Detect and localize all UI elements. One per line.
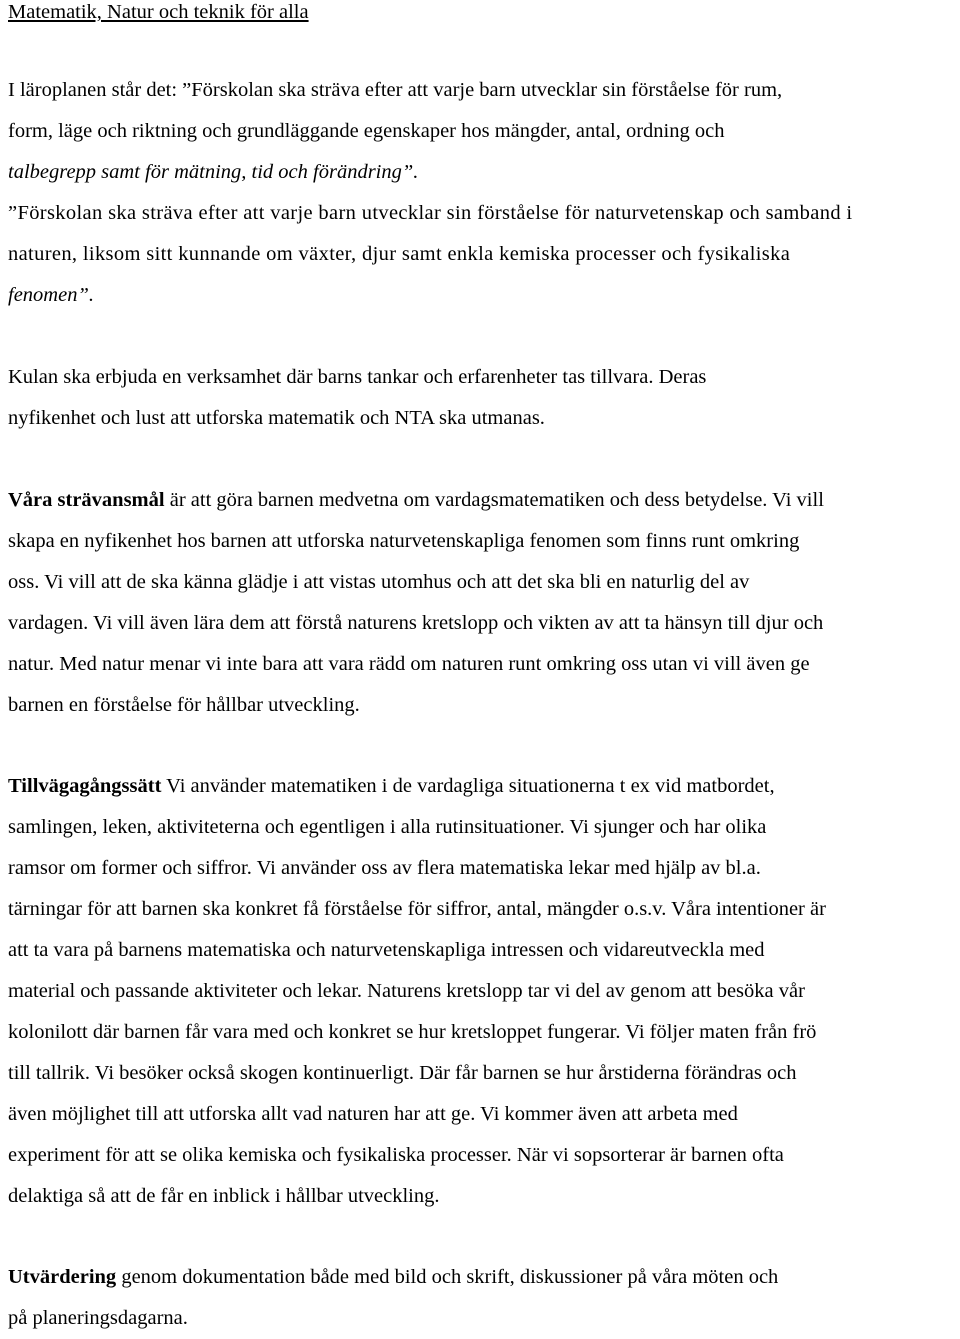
approach-heading: Tillvägagångssätt <box>8 775 162 797</box>
text-line: även möjlighet till att utforska allt vad naturen har att ge. Vi kommer även att arbeta med <box>8 1103 738 1125</box>
text-line: barnen en förståelse för hållbar utveckling. <box>8 694 360 716</box>
text-line: delaktiga så att de får en inblick i hållbar utveckling. <box>8 1185 440 1207</box>
text-line: natur. Med natur menar vi inte bara att vara rädd om naturen runt omkring oss utan vi vill även ge <box>8 653 810 675</box>
text-line: till tallrik. Vi besöker också skogen kontinuerligt. Där får barnen se hur årstiderna förändras och <box>8 1062 797 1084</box>
document-title: Matematik, Natur och teknik för alla <box>8 1 309 23</box>
quote-italic-text: talbegrepp samt för mätning, tid och förändring”. <box>8 161 419 183</box>
text-line: naturen, liksom sitt kunnande om växter, djur samt enkla kemiska processer och fysikaliska <box>8 243 791 265</box>
quote-italic-text: fenomen”. <box>8 284 94 306</box>
text-line: på planeringsdagarna. <box>8 1307 188 1329</box>
text-line: vardagen. Vi vill även lära dem att förstå naturens kretslopp och vikten av att ta hänsyn till djur och <box>8 612 824 634</box>
goals-heading: Våra strävansmål <box>8 489 165 511</box>
evaluation-heading: Utvärdering <box>8 1266 117 1288</box>
text-line <box>8 1257 956 1298</box>
goals-paragraph <box>8 480 956 726</box>
text-line: oss. Vi vill att de ska känna glädje i att vistas utomhus och att det ska bli en naturlig del av <box>8 571 750 593</box>
text-line <box>8 275 956 316</box>
kulan-intro-paragraph <box>8 357 956 439</box>
text-line: Kulan ska erbjuda en verksamhet där barns tankar och erfarenheter tas tillvara. Deras <box>8 366 707 388</box>
text-line: tärningar för att barnen ska konkret få förståelse för siffror, antal, mängder o.s.v. Våra intentioner är <box>8 898 826 920</box>
text-line: kolonilott där barnen får vara med och konkret se hur kretsloppet fungerar. Vi följer maten från frö <box>8 1021 817 1043</box>
evaluation-paragraph <box>8 1257 956 1339</box>
curriculum-quote-paragraph <box>8 70 956 316</box>
text-line: skapa en nyfikenhet hos barnen att utforska naturvetenskapliga fenomen som finns runt omkring <box>8 530 800 552</box>
evaluation-text: genom dokumentation både med bild och skrift, diskussioner på våra möten och <box>116 1266 779 1288</box>
text-line: material och passande aktiviteter och lekar. Naturens kretslopp tar vi del av genom att besöka vår <box>8 980 805 1002</box>
text-line: experiment för att se olika kemiska och fysikaliska processer. När vi sopsorterar är barnen ofta <box>8 1144 784 1166</box>
text-line: ramsor om former och siffror. Vi använder oss av flera matematiska lekar med hjälp av bl.a. <box>8 857 761 879</box>
text-line: form, läge och riktning och grundläggande egenskaper hos mängder, antal, ordning och <box>8 120 725 142</box>
text-line <box>8 766 956 807</box>
text-line <box>8 480 956 521</box>
text-line: nyfikenhet och lust att utforska matematik och NTA ska utmanas. <box>8 407 545 429</box>
text-line: att ta vara på barnens matematiska och naturvetenskapliga intressen och vidareutveckla med <box>8 939 765 961</box>
text-line: I läroplanen står det: ”Förskolan ska sträva efter att varje barn utvecklar sin förståelse för rum, <box>8 79 783 101</box>
goals-text: är att göra barnen medvetna om vardagsmatematiken och dess betydelse. Vi vill <box>164 489 824 511</box>
text-line <box>8 152 956 193</box>
text-line: samlingen, leken, aktiviteterna och egentligen i alla rutinsituationer. Vi sjunger och har olika <box>8 816 767 838</box>
approach-paragraph <box>8 766 956 1217</box>
approach-text: Vi använder matematiken i de vardagliga situationerna t ex vid matbordet, <box>161 775 775 797</box>
text-line: ”Förskolan ska sträva efter att varje barn utvecklar sin förståelse för naturvetenskap och samband i <box>8 202 853 224</box>
